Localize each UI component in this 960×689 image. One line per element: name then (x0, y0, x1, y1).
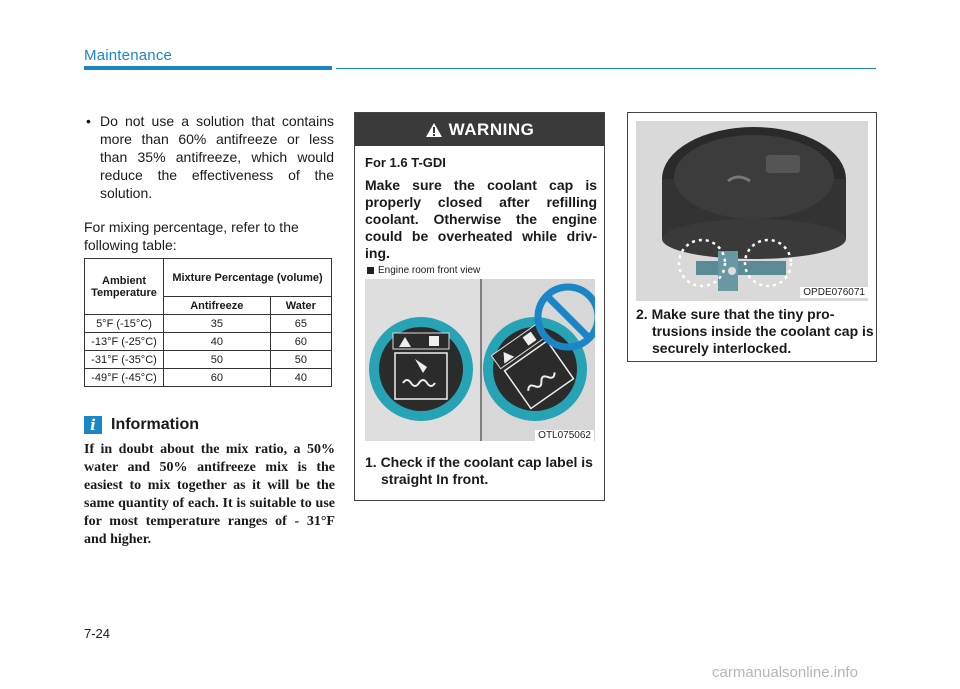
information-title: Information (111, 416, 199, 433)
bullet-item (84, 112, 334, 202)
header-rule-thin (336, 68, 876, 69)
table-row (85, 351, 332, 369)
cell-antifreeze: 50 (164, 351, 271, 369)
table-row (85, 315, 332, 333)
cell-temp: 5°F (-15°C) (85, 315, 164, 333)
information-header (84, 416, 199, 434)
header-mixture-percentage: Mixture Percentage (volume) (164, 259, 332, 297)
header-rule-thick (84, 66, 332, 70)
table-row (85, 333, 332, 351)
warning-triangle-icon (425, 122, 443, 138)
coolant-cap-protrusions-photo (636, 121, 868, 301)
bullet-dot-icon: • (86, 113, 91, 129)
header-water: Water (270, 297, 331, 315)
cell-temp: -13°F (-25°C) (85, 333, 164, 351)
cell-temp: -49°F (-45°C) (85, 369, 164, 387)
coolant-cap-label-photo (365, 279, 595, 441)
header-antifreeze: Antifreeze (164, 297, 271, 315)
table-row (85, 369, 332, 387)
section-title: Maintenance (84, 47, 173, 64)
page-number: 7-24 (84, 626, 111, 641)
cell-antifreeze: 40 (164, 333, 271, 351)
bullet-text: Do not use a solution that contains more than 60% antifreeze or less than 35% antifreeze, which would reduce the effectiveness of the solution. (100, 113, 334, 201)
cell-temp: -31°F (-35°C) (85, 351, 164, 369)
warning-subtitle: For 1.6 T-GDI (365, 155, 446, 170)
information-body: If in doubt about the mix ratio, a 50% water and 50% antifreeze mix is the easiest to mix together as it will be the same quantity of each. It is suitable to use for most temperature ranges of - 31°F and higher. (84, 442, 335, 547)
left-column (84, 112, 334, 254)
info-icon: i (84, 416, 102, 434)
header-ambient-temperature: Ambient Temperature (85, 259, 164, 315)
warning-text: Make sure the coolant cap is properly closed after refilling coolant. Otherwise the engine could be overheated while driv-ing. (365, 177, 597, 261)
cell-water: 40 (270, 369, 331, 387)
mix-paragraph: For mixing percentage, refer to the following table: (84, 219, 299, 253)
watermark: carmanualsonline.info (712, 664, 858, 681)
warning-bar (355, 113, 604, 146)
view-label (367, 265, 480, 276)
cell-water: 50 (270, 351, 331, 369)
cell-water: 60 (270, 333, 331, 351)
warning-title: WARNING (448, 119, 535, 139)
warning-box (354, 112, 605, 501)
image-code-2: OPDE076071 (800, 287, 868, 298)
step-1-text: 1. Check if the coolant cap label is straight In front. (365, 454, 593, 487)
step-2-text: 2. Make sure that the tiny pro-trusions inside the coolant cap is securely interlocked. (636, 306, 874, 356)
cell-antifreeze: 60 (164, 369, 271, 387)
view-label-text: Engine room front view (378, 265, 481, 276)
mixture-table (84, 258, 332, 387)
image-box-right (627, 112, 877, 362)
square-bullet-icon (367, 267, 374, 274)
cell-water: 65 (270, 315, 331, 333)
cell-antifreeze: 35 (164, 315, 271, 333)
image-code-1: OTL075062 (535, 430, 594, 441)
